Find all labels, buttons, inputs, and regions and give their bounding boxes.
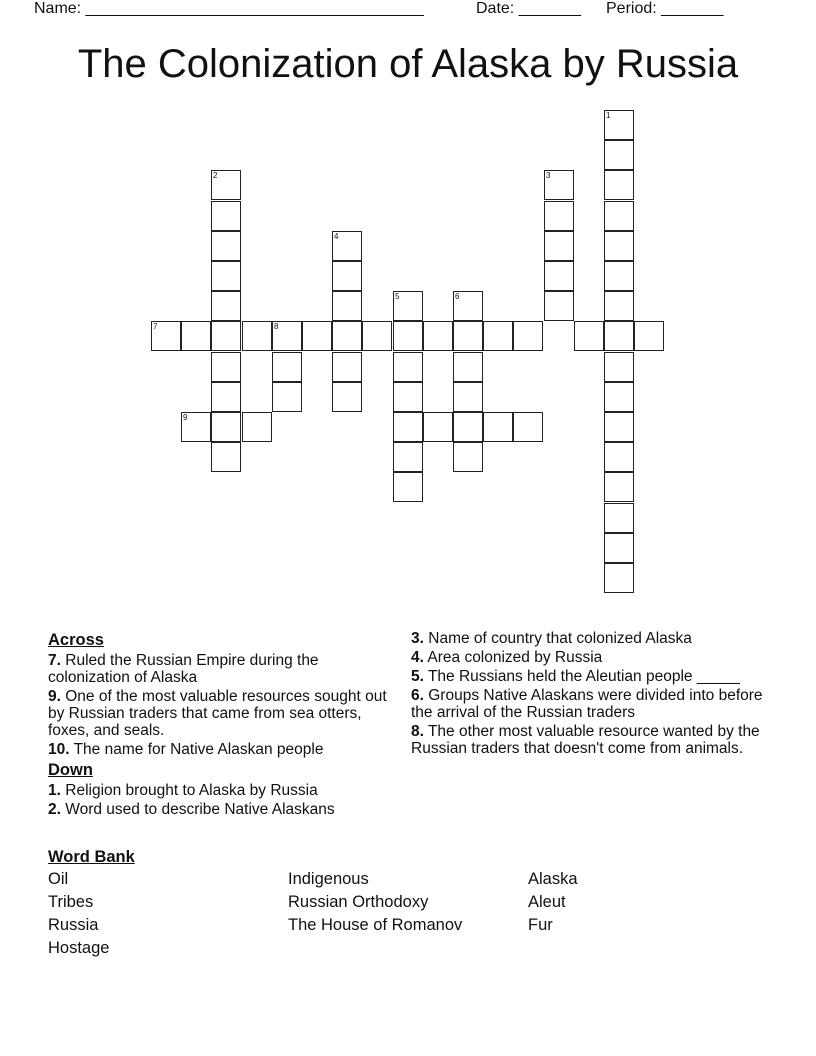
clue-down-4: 4. Area colonized by Russia: [411, 649, 603, 666]
date-field[interactable]: Date: _______: [476, 0, 581, 17]
crossword-cell[interactable]: [242, 412, 272, 442]
crossword-cell[interactable]: [302, 321, 332, 351]
crossword-cell[interactable]: [453, 352, 483, 382]
crossword-cell[interactable]: [332, 321, 362, 351]
crossword-cell[interactable]: [332, 382, 362, 412]
cell-number: 9: [183, 413, 188, 422]
crossword-cell[interactable]: [604, 170, 634, 200]
crossword-cell[interactable]: [181, 321, 211, 351]
clue-across-10: 10. The name for Native Alaskan people: [48, 741, 324, 758]
crossword-cell[interactable]: [574, 321, 604, 351]
page-title: The Colonization of Alaska by Russia: [77, 42, 739, 86]
crossword-cell[interactable]: [604, 503, 634, 533]
word-bank-item: Fur: [528, 916, 553, 934]
crossword-cell[interactable]: [393, 472, 423, 502]
clue-across-7: 7. Ruled the Russian Empire during the colonization of Alaska: [48, 652, 319, 686]
crossword-cell[interactable]: [393, 321, 423, 351]
crossword-cell[interactable]: [393, 382, 423, 412]
crossword-cell[interactable]: [544, 170, 574, 200]
crossword-cell[interactable]: [453, 442, 483, 472]
crossword-cell[interactable]: [332, 231, 362, 261]
crossword-cell[interactable]: [513, 321, 543, 351]
crossword-cell[interactable]: [634, 321, 664, 351]
clue-down-6: 6. Groups Native Alaskans were divided into before the arrival of the Russian traders: [411, 687, 763, 721]
crossword-cell[interactable]: [151, 321, 181, 351]
crossword-cell[interactable]: [272, 352, 302, 382]
crossword-cell[interactable]: [332, 261, 362, 291]
crossword-cell[interactable]: [604, 291, 634, 321]
clues-left-column: [48, 630, 388, 820]
cell-number: 5: [395, 292, 400, 301]
word-bank-item: Russian Orthodoxy: [288, 893, 429, 911]
clue-down-3: 3. Name of country that colonized Alaska: [411, 630, 692, 647]
clue-down-8: 8. The other most valuable resource wanted by the Russian traders that doesn't come from animals.: [411, 723, 760, 757]
crossword-cell[interactable]: [272, 382, 302, 412]
crossword-cell[interactable]: [483, 321, 513, 351]
crossword-cell[interactable]: [211, 170, 241, 200]
cell-number: 8: [274, 322, 279, 331]
clues-right-column: [411, 630, 771, 759]
crossword-cell[interactable]: [604, 140, 634, 170]
crossword-cell[interactable]: [211, 412, 241, 442]
crossword-cell[interactable]: [242, 321, 272, 351]
crossword-cell[interactable]: [211, 201, 241, 231]
crossword-cell[interactable]: [362, 321, 392, 351]
crossword-cell[interactable]: [604, 442, 634, 472]
crossword-cell[interactable]: [513, 412, 543, 442]
word-bank-heading: Word Bank: [48, 848, 135, 866]
crossword-cell[interactable]: [544, 261, 574, 291]
crossword-cell[interactable]: [393, 291, 423, 321]
crossword-cell[interactable]: [544, 231, 574, 261]
word-bank: [48, 847, 788, 959]
crossword-cell[interactable]: [604, 261, 634, 291]
crossword-cell[interactable]: [211, 382, 241, 412]
crossword-cell[interactable]: [423, 412, 453, 442]
clue-down-2: 2. Word used to describe Native Alaskans: [48, 801, 335, 818]
crossword-cell[interactable]: [604, 382, 634, 412]
cell-number: 6: [455, 292, 460, 301]
clue-down-1: 1. Religion brought to Alaska by Russia: [48, 782, 318, 799]
crossword-cell[interactable]: [211, 231, 241, 261]
crossword-cell[interactable]: [604, 533, 634, 563]
crossword-cell[interactable]: [211, 291, 241, 321]
crossword-cell[interactable]: [272, 321, 302, 351]
crossword-cell[interactable]: [544, 201, 574, 231]
crossword-cell[interactable]: [604, 412, 634, 442]
clue-across-9: 9. One of the most valuable resources sought out by Russian traders that came from sea otters, foxes, and seals.: [48, 688, 387, 739]
down-heading: Down: [48, 761, 93, 779]
crossword-cell[interactable]: [604, 563, 634, 593]
crossword-cell[interactable]: [393, 412, 423, 442]
period-field[interactable]: Period: _______: [606, 0, 724, 17]
crossword-cell[interactable]: [393, 352, 423, 382]
crossword-cell[interactable]: [453, 412, 483, 442]
word-bank-item: The House of Romanov: [288, 916, 463, 934]
crossword-cell[interactable]: [453, 321, 483, 351]
crossword-cell[interactable]: [181, 412, 211, 442]
word-bank-list: [48, 869, 788, 959]
crossword-cell[interactable]: [604, 110, 634, 140]
crossword-cell[interactable]: [211, 261, 241, 291]
crossword-cell[interactable]: [604, 201, 634, 231]
crossword-cell[interactable]: [604, 472, 634, 502]
crossword-cell[interactable]: [453, 382, 483, 412]
word-bank-item: Tribes: [48, 893, 94, 911]
crossword-cell[interactable]: [211, 321, 241, 351]
crossword-cell[interactable]: [453, 291, 483, 321]
cell-number: 7: [153, 322, 158, 331]
clue-down-5: 5. The Russians held the Aleutian people _____: [411, 668, 740, 685]
word-bank-item: Alaska: [528, 870, 578, 888]
word-bank-item: Russia: [48, 916, 99, 934]
crossword-cell[interactable]: [211, 352, 241, 382]
cell-number: 4: [334, 232, 339, 241]
crossword-cell[interactable]: [604, 231, 634, 261]
across-heading: Across: [48, 631, 104, 649]
cell-number: 1: [606, 111, 611, 120]
crossword-cell[interactable]: [332, 291, 362, 321]
crossword-cell[interactable]: [332, 352, 362, 382]
crossword-cell[interactable]: [544, 291, 574, 321]
crossword-cell[interactable]: [423, 321, 453, 351]
crossword-cell[interactable]: [604, 321, 634, 351]
word-bank-item: Aleut: [528, 893, 566, 911]
word-bank-item: Hostage: [48, 939, 110, 957]
crossword-cell[interactable]: [393, 442, 423, 472]
word-bank-item: Oil: [48, 870, 69, 888]
crossword-cell[interactable]: [604, 352, 634, 382]
crossword-cell[interactable]: [483, 412, 513, 442]
word-bank-item: Indigenous: [288, 870, 369, 888]
crossword-cell[interactable]: [211, 442, 241, 472]
cell-number: 3: [546, 171, 551, 180]
cell-number: 2: [213, 171, 218, 180]
name-field[interactable]: Name: ______________________________________: [34, 0, 424, 17]
